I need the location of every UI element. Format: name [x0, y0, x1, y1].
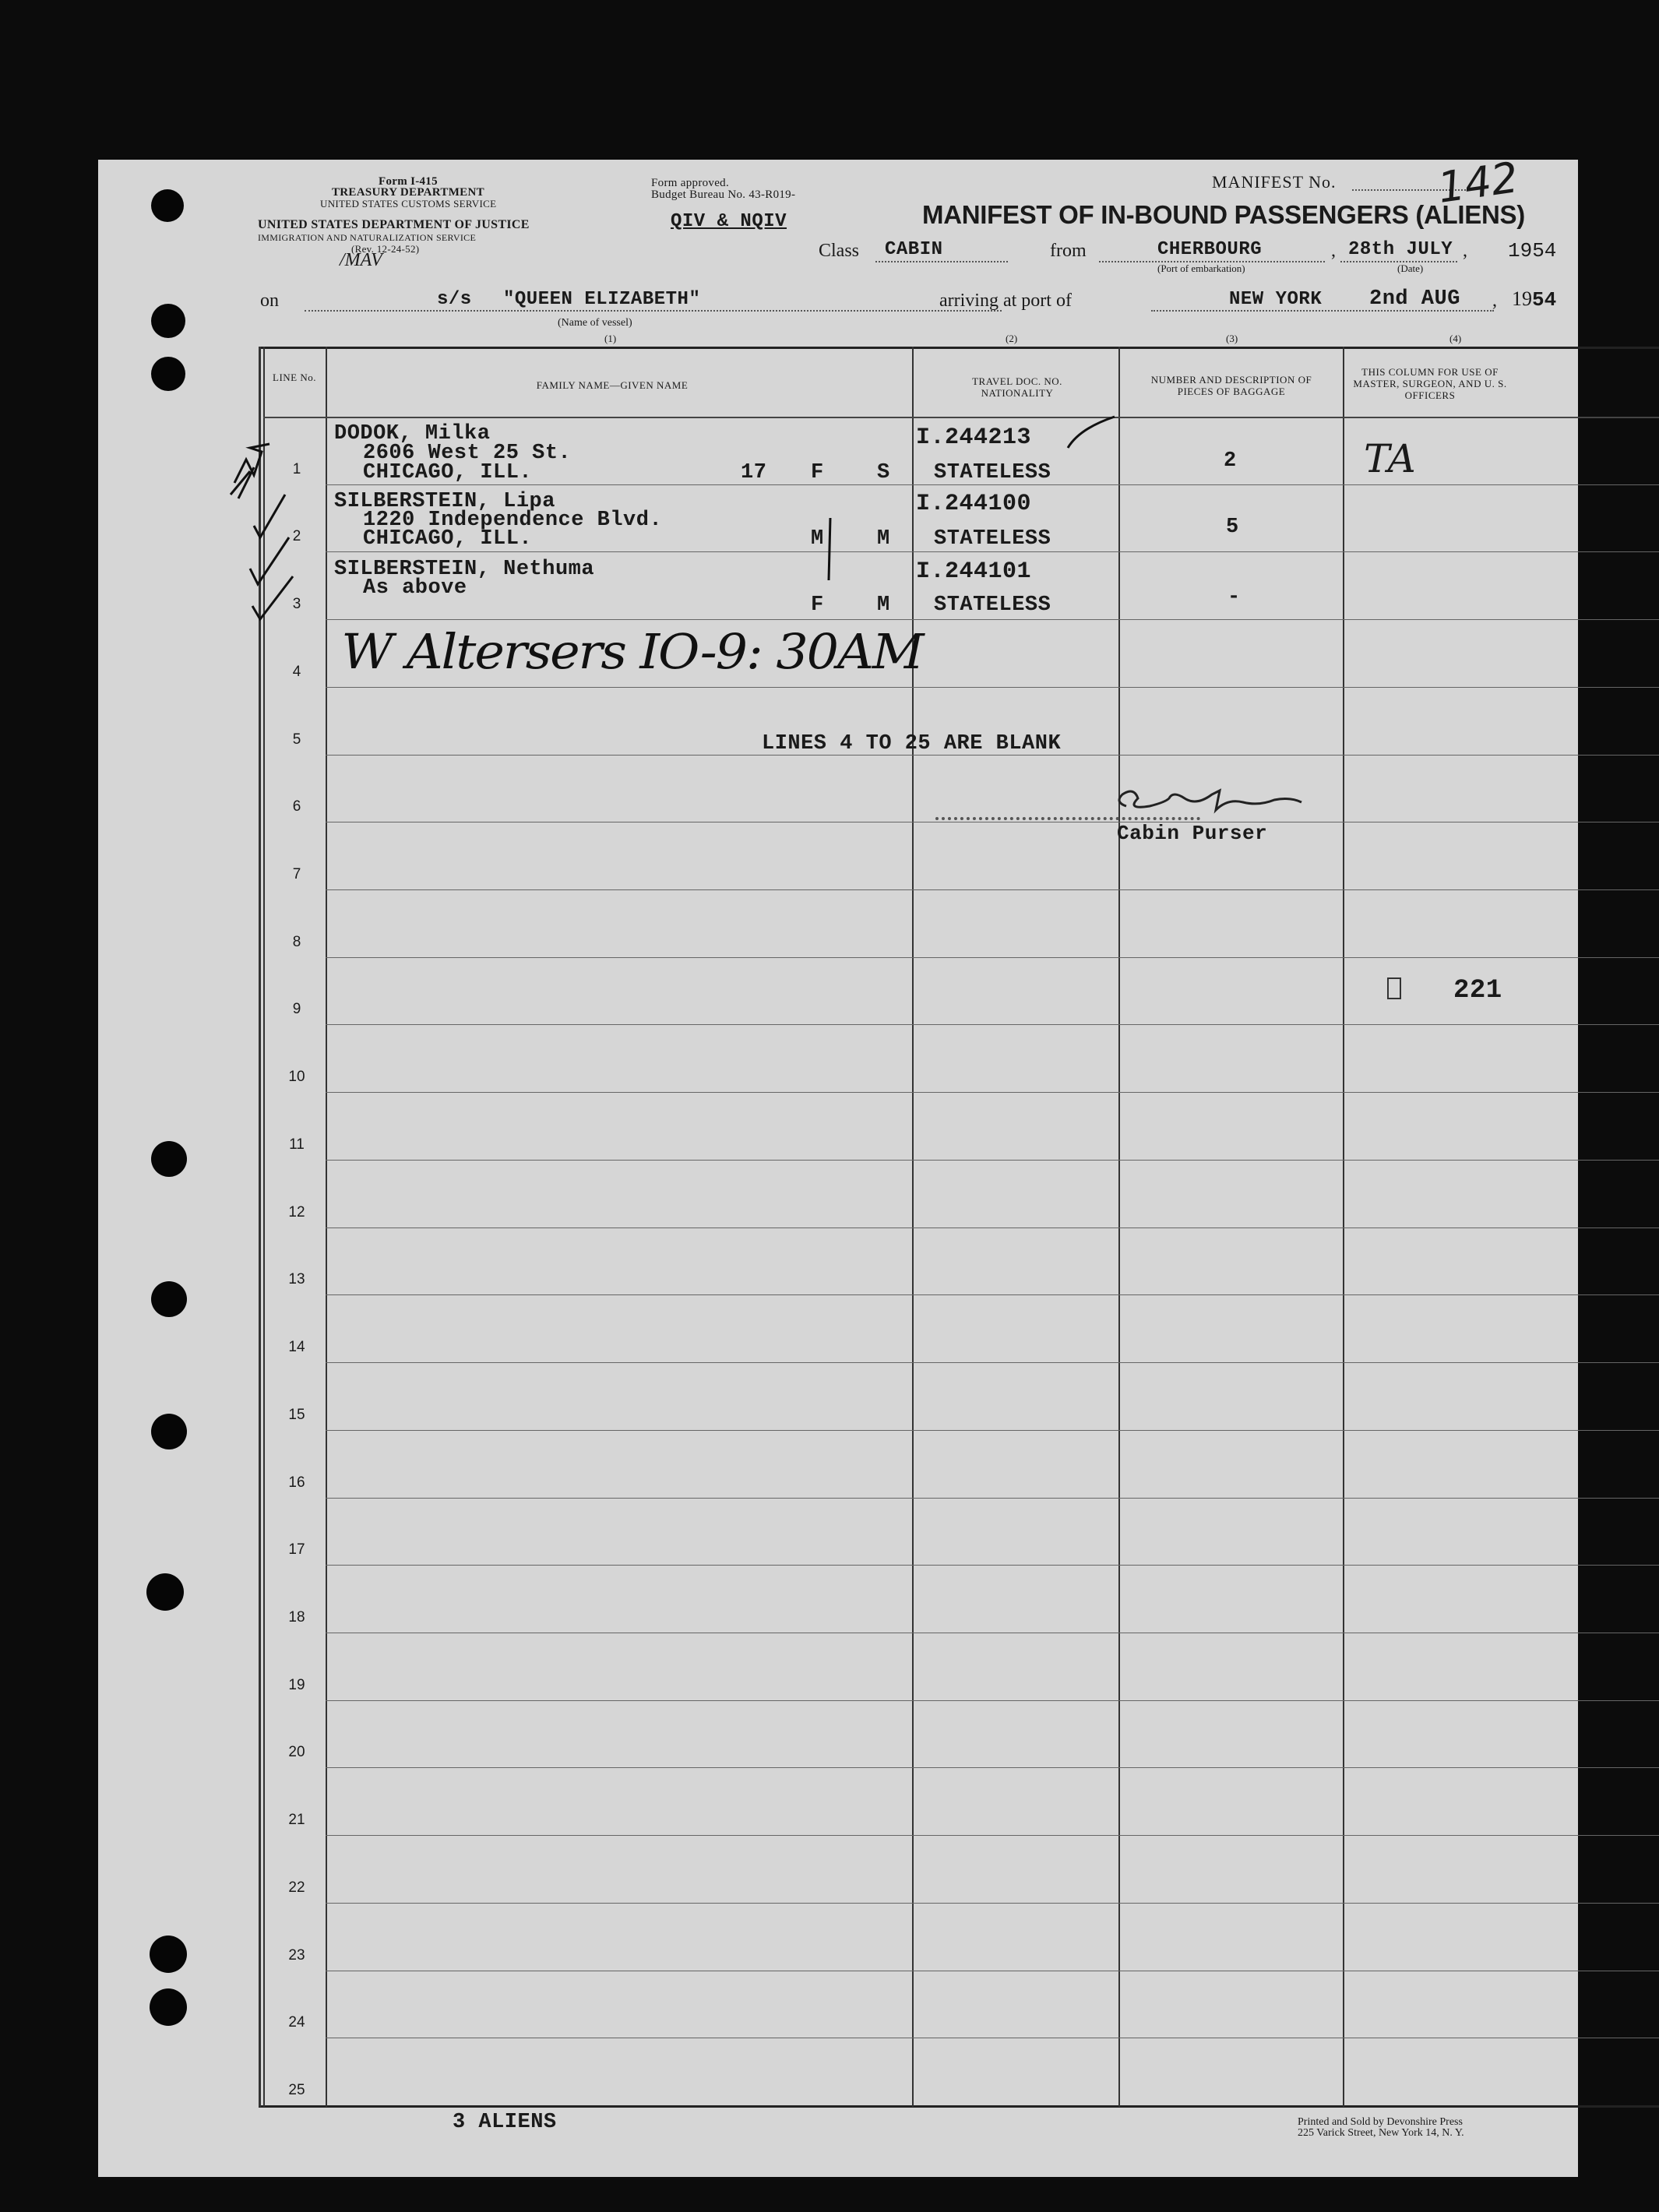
vessel-name: "QUEEN ELIZABETH" — [503, 289, 701, 310]
doj-name: UNITED STATES DEPARTMENT OF JUSTICE — [258, 218, 530, 231]
line-number: 6 — [292, 798, 301, 815]
punch-hole — [151, 1414, 187, 1449]
passenger-2-nationality: STATELESS — [934, 527, 1051, 551]
line-number: 4 — [292, 663, 301, 680]
passenger-2-status: M — [877, 527, 890, 551]
passenger-1-age: 17 — [741, 461, 767, 484]
stamp-number: 221 — [1453, 976, 1502, 1006]
row-line — [326, 1024, 1659, 1025]
row-line — [326, 1835, 1659, 1836]
line-number: 7 — [292, 866, 301, 883]
col-header-baggage: NUMBER AND DESCRIPTION OF PIECES OF BAGGAGE — [1150, 374, 1312, 397]
passenger-3-doc: I.244101 — [916, 558, 1032, 585]
arrival-year-prefix: 19 — [1512, 287, 1532, 310]
col-num-1: (1) — [604, 333, 617, 344]
passenger-1-officer-note: TA — [1364, 436, 1416, 481]
passenger-3-sex: F — [811, 594, 824, 617]
manifest-no-handwritten: 142 — [1435, 153, 1521, 213]
line-number: 10 — [288, 1069, 305, 1086]
manifest-no-label: MANIFEST No. — [1212, 172, 1337, 192]
arrival-date: 2nd AUG — [1369, 287, 1460, 311]
form-number: Form I-415 — [379, 175, 438, 188]
treasury-dept: TREASURY DEPARTMENT — [332, 186, 484, 199]
comma: , — [1331, 241, 1336, 261]
table-top-border — [259, 347, 1659, 349]
row-line — [326, 1362, 1659, 1363]
passenger-2-addr2: CHICAGO, ILL. — [363, 527, 533, 551]
date-caption: (Date) — [1397, 262, 1424, 274]
col-header-officers: THIS COLUMN FOR USE OF MASTER, SURGEON, AND U. S. OFFICERS — [1353, 366, 1507, 401]
row-line — [326, 1767, 1659, 1768]
line-number: 24 — [288, 2014, 305, 2031]
arrival-year — [1512, 287, 1556, 312]
row-line — [326, 1092, 1659, 1093]
punch-hole — [150, 1936, 187, 1973]
col-header-line-no: LINE No. — [273, 372, 316, 383]
line-number: 8 — [292, 933, 301, 950]
line-number: 5 — [292, 731, 301, 748]
punch-hole — [151, 1141, 187, 1177]
line-number: 23 — [288, 1946, 305, 1964]
from-value: CHERBOURG — [1157, 239, 1263, 260]
punch-hole — [151, 1281, 187, 1317]
passenger-3-nationality: STATELESS — [934, 594, 1051, 617]
manifest-title: MANIFEST OF IN-BOUND PASSENGERS (ALIENS) — [922, 200, 1525, 229]
ins-name: IMMIGRATION AND NATURALIZATION SERVICE — [258, 232, 477, 243]
row-line — [326, 1565, 1659, 1566]
qiv-code: QIV & NQIV — [671, 211, 787, 232]
punch-hole — [150, 1988, 187, 2026]
blank-lines-notice: LINES 4 TO 25 ARE BLANK — [762, 732, 1062, 756]
passenger-2-sex: M — [811, 527, 824, 551]
total-aliens: 3 ALIENS — [453, 2111, 557, 2134]
passenger-3-status: M — [877, 594, 890, 617]
mav-text: MAV — [344, 250, 382, 270]
line-number: 16 — [288, 1474, 305, 1491]
passenger-1-addr1: 2606 West 25 St. — [363, 442, 572, 465]
line-number: 12 — [288, 1203, 305, 1220]
row-line — [326, 1498, 1659, 1499]
class-dots — [875, 261, 1008, 262]
comma: , — [1463, 241, 1467, 261]
revision: (Rev. 12-24-52) — [351, 243, 420, 255]
row-line — [326, 1430, 1659, 1431]
table-bottom-border — [259, 2105, 1659, 2108]
year-value: 1954 — [1508, 239, 1557, 262]
ss-label: s/s — [437, 289, 472, 310]
row-line — [326, 1700, 1659, 1701]
line-number: 14 — [288, 1339, 305, 1356]
punch-hole — [151, 189, 184, 222]
line-number: 1 — [292, 460, 301, 477]
doc-check-stroke — [1064, 413, 1118, 452]
col-num-4: (4) — [1449, 333, 1462, 344]
passenger-2-doc: I.244100 — [916, 491, 1032, 517]
checkmarks — [215, 428, 324, 623]
passenger-1-sex: F — [811, 461, 824, 484]
col-header-travel-doc: TRAVEL DOC. NO. NATIONALITY — [972, 375, 1062, 399]
row-line — [326, 1160, 1659, 1161]
line-number: 19 — [288, 1676, 305, 1693]
row-line — [326, 551, 1659, 552]
header-bottom-line — [263, 417, 1659, 418]
passenger-2-addr1: 1220 Independence Blvd. — [363, 509, 663, 532]
passenger-1-nationality: STATELESS — [934, 461, 1051, 484]
manifest-page — [98, 153, 1578, 2177]
date-value: 28th JULY — [1348, 239, 1453, 260]
line-number: 9 — [292, 1001, 301, 1018]
line-number: 13 — [288, 1271, 305, 1288]
line-number: 18 — [288, 1608, 305, 1626]
line-number: 21 — [288, 1812, 305, 1829]
line-number: 22 — [288, 1879, 305, 1896]
vessel-caption: (Name of vessel) — [558, 317, 632, 329]
budget-bureau: Budget Bureau No. 43-R019- — [651, 188, 796, 201]
row-line — [326, 957, 1659, 958]
class-value: CABIN — [885, 239, 943, 260]
passenger-3-addr1: As above — [363, 576, 467, 600]
passenger-1-status: S — [877, 461, 890, 484]
form-approved: Form approved. — [651, 177, 730, 189]
line-number: 25 — [288, 2082, 305, 2098]
printer-line-2: 225 Varick Street, New York 14, N. Y. — [1298, 2127, 1464, 2139]
purser-label: Cabin Purser — [1117, 822, 1268, 845]
line-number: 15 — [288, 1406, 305, 1423]
line-number: 20 — [288, 1744, 305, 1761]
punch-hole — [146, 1573, 184, 1611]
customs-service: UNITED STATES CUSTOMS SERVICE — [320, 198, 497, 210]
vessel-dots — [305, 310, 1002, 312]
arriving-label: arriving at port of — [939, 291, 1072, 311]
passenger-2-baggage: 5 — [1226, 516, 1239, 539]
row-line — [326, 687, 1659, 688]
stamp-mark — [1387, 977, 1401, 999]
passenger-3-baggage: - — [1228, 586, 1241, 609]
mav-mark: /MAV — [340, 250, 382, 270]
from-label: from — [1050, 241, 1087, 261]
punch-hole — [151, 304, 185, 338]
bracket-stroke — [822, 514, 838, 584]
inspection-signature: W Altersers IO-9: 30AM — [341, 623, 923, 680]
comma: , — [1492, 291, 1497, 311]
passenger-2-name: SILBERSTEIN, Lipa — [334, 490, 555, 513]
col-header-name: FAMILY NAME—GIVEN NAME — [536, 379, 689, 391]
arrival-year-suffix: 54 — [1532, 288, 1557, 312]
on-label: on — [260, 291, 279, 311]
port-embark-caption: (Port of embarkation) — [1157, 262, 1245, 274]
passenger-1-doc: I.244213 — [916, 424, 1032, 451]
class-label: Class — [819, 241, 860, 261]
row-line — [326, 1294, 1659, 1295]
col-num-3: (3) — [1226, 333, 1238, 344]
punch-hole — [151, 357, 185, 391]
line-number: 2 — [292, 528, 301, 545]
passenger-3-name: SILBERSTEIN, Nethuma — [334, 558, 595, 581]
passenger-1-name: DODOK, Milka — [334, 422, 491, 446]
line-number: 17 — [288, 1541, 305, 1559]
row-line — [326, 889, 1659, 890]
passenger-1-baggage: 2 — [1224, 449, 1237, 473]
port-value: NEW YORK — [1229, 289, 1323, 310]
passenger-1-addr2: CHICAGO, ILL. — [363, 461, 533, 484]
line-number: 11 — [289, 1136, 305, 1153]
printer-line-1: Printed and Sold by Devonshire Press — [1298, 2116, 1463, 2128]
row-line — [326, 1903, 1659, 1904]
row-line — [326, 619, 1659, 620]
col-num-2: (2) — [1006, 333, 1018, 344]
line-number: 3 — [292, 596, 301, 613]
